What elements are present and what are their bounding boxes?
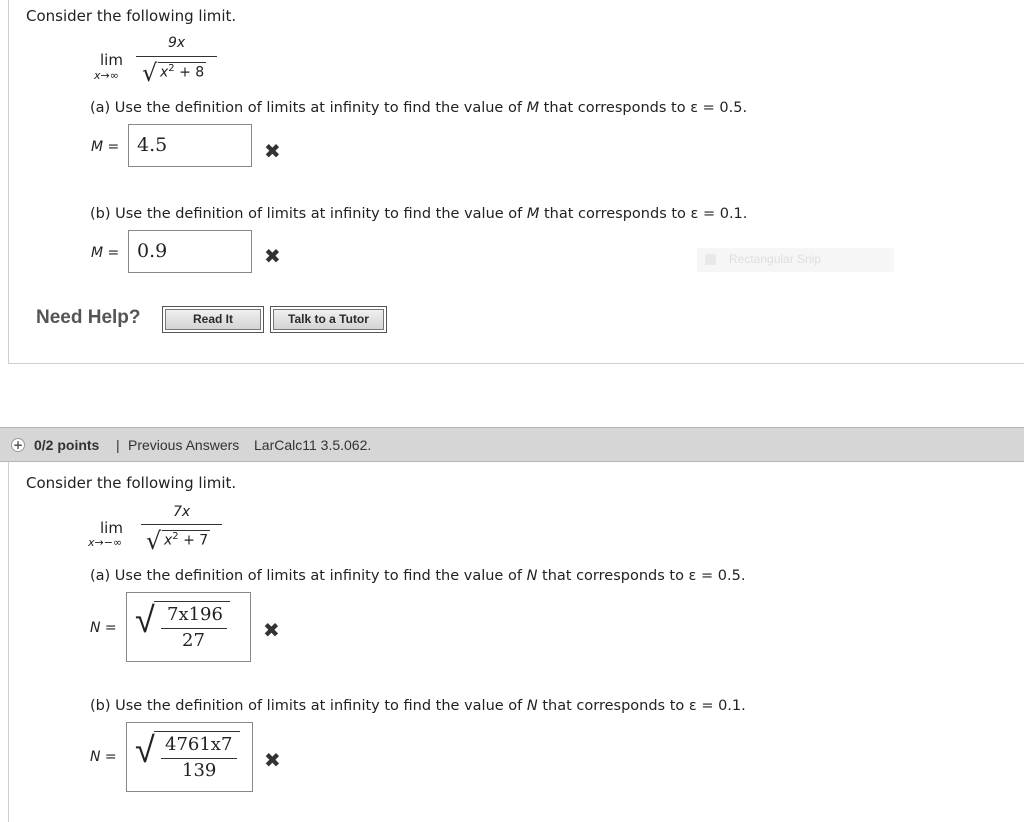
prompt-text-end: that corresponds to ε = 0.1. [539,206,748,222]
answer-numerator: 7x196 [167,604,223,625]
radical-overline [154,731,240,732]
limit-radicand: $x^2 + 8$ [160,63,205,81]
answer-input-part-a[interactable] [128,124,252,167]
incorrect-icon: ✖ [264,244,281,268]
lim-subscript: x→−∞ [88,536,123,549]
need-help-label: Need Help? [36,307,141,328]
answer-label-m: M = [91,245,120,261]
prompt-text-end: that corresponds to ε = 0.5. [537,568,746,584]
answer-numerator: 4761x7 [165,734,233,755]
fraction-bar [136,56,217,57]
radical-overline [154,601,230,602]
problem1-part-b-prompt [90,206,747,222]
problem2-part-b-prompt [90,698,746,714]
points-label: 0/2 points [34,437,100,453]
problem-code: LarCalc11 3.5.062. [254,437,372,453]
read-it-button[interactable]: Read It [162,306,264,333]
answer-label-n: N = [90,620,117,636]
prompt-text: (b) Use the definition of limits at infinity to find the value of [90,206,527,222]
snip-label: Rectangular Snip [729,252,822,266]
answer-value: 4.5 [137,134,168,156]
answer-label-n: N = [90,749,117,765]
prompt-variable: M [526,100,540,116]
lim-subscript: x→∞ [94,69,119,82]
answer-value: 0.9 [137,240,168,262]
fraction-bar [141,524,222,525]
prompt-variable: N [526,698,538,714]
problem1-limit-expression [90,33,230,91]
header-separator: | [116,437,120,453]
problem2-header-bar [0,427,1024,462]
incorrect-icon: ✖ [263,618,280,642]
prompt-text: (a) Use the definition of limits at infinity to find the value of [90,568,527,584]
answer-label-m: M = [91,139,120,155]
answer-input-part-a[interactable] [126,592,251,662]
problem1-part-a-prompt [90,100,747,116]
prompt-variable: M [526,206,540,222]
problem2-part-a-prompt [90,568,745,584]
limit-numerator: 7x [173,504,191,520]
limit-radicand: $x^2 + 7$ [164,531,209,549]
lim-word: lim [100,51,123,69]
talk-to-tutor-button[interactable]: Talk to a Tutor [270,306,387,333]
answer-denominator: 139 [182,760,217,781]
answer-fraction-bar [161,758,237,759]
problem1-intro: Consider the following limit. [26,7,237,25]
lim-word: lim [100,519,123,537]
answer-input-part-b[interactable] [126,722,253,792]
radical-sign: √ [135,600,155,641]
prompt-text-end: that corresponds to ε = 0.1. [537,698,746,714]
problem2-intro: Consider the following limit. [26,474,237,492]
answer-input-part-b[interactable] [128,230,252,273]
problem2-limit-expression [88,503,238,559]
incorrect-icon: ✖ [264,748,281,772]
prompt-text: (a) Use the definition of limits at infinity to find the value of [90,100,527,116]
answer-fraction-bar [161,628,227,629]
incorrect-icon: ✖ [264,139,281,163]
previous-answers-link[interactable]: Previous Answers [128,437,240,453]
snip-icon [705,254,716,265]
expand-icon[interactable]: + [12,438,24,452]
rectangular-snip-overlay [697,248,894,272]
answer-denominator: 27 [182,630,205,651]
prompt-text-end: that corresponds to ε = 0.5. [539,100,748,116]
radical-sign: √ [142,59,158,87]
radical-sign: √ [135,730,155,771]
radical-sign: √ [146,527,162,555]
limit-numerator: 9x [168,35,186,51]
prompt-text: (b) Use the definition of limits at infinity to find the value of [90,698,527,714]
prompt-variable: N [526,568,538,584]
